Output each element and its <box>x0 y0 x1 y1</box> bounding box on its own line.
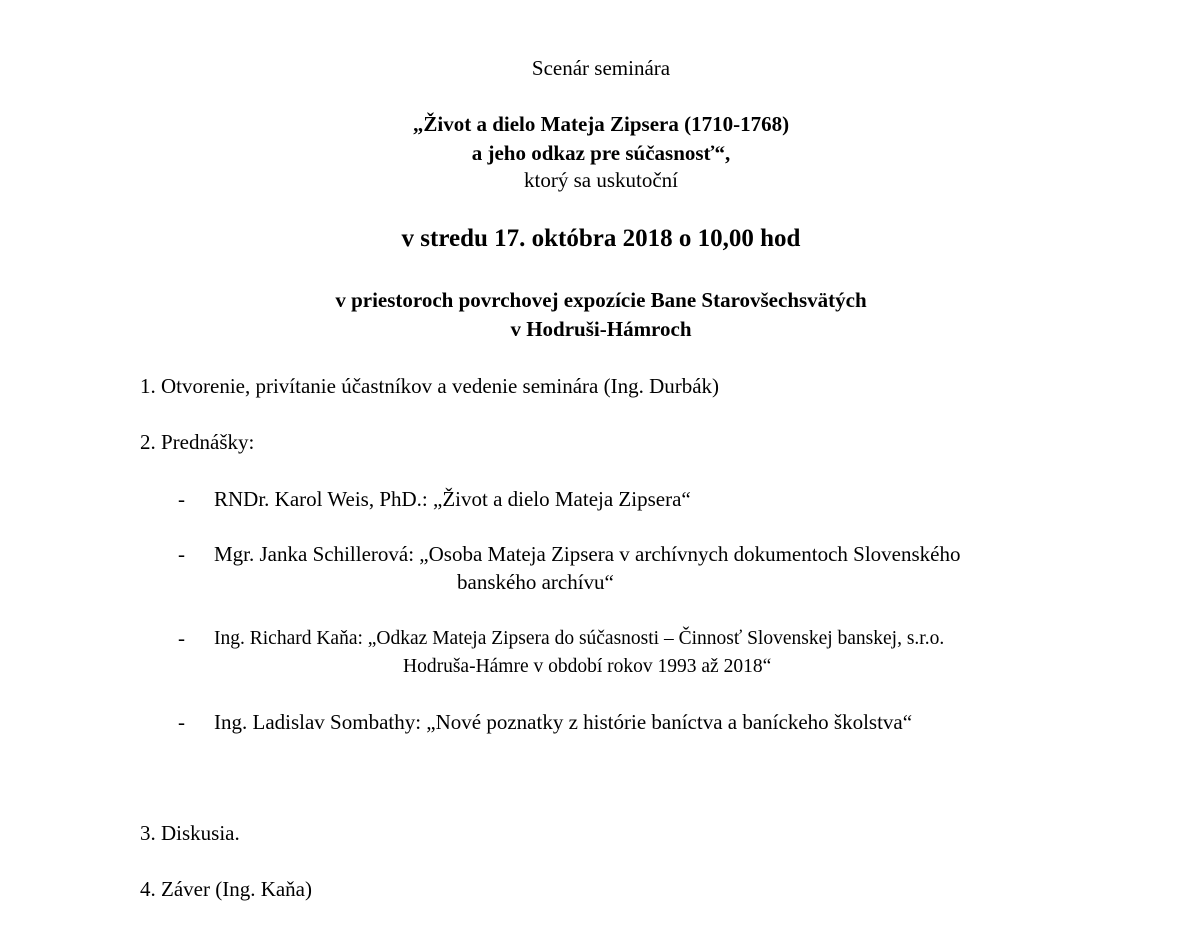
agenda-item-conclusion: 4. Záver (Ing. Kaňa) <box>140 877 312 901</box>
agenda-item-lectures: 2. Prednášky: <box>140 430 255 454</box>
lecture-bullet: - <box>178 542 185 566</box>
lecture-bullet: - <box>178 626 185 650</box>
venue-line-1: v priestoroch povrchovej expozície Bane Starovšechsvätých <box>335 288 867 312</box>
lecture-line-1: Ing. Ladislav Sombathy: „Nové poznatky z histórie baníctva a baníckeho školstva“ <box>214 710 913 734</box>
lecture-line-1: Mgr. Janka Schillerová: „Osoba Mateja Zipsera v archívnych dokumentoch Slovenského <box>214 542 961 566</box>
date-time-heading: v stredu 17. októbra 2018 o 10,00 hod <box>401 225 801 252</box>
agenda-item-opening: 1. Otvorenie, privítanie účastníkov a vedenie seminára (Ing. Durbák) <box>140 374 720 398</box>
lecture-line-2: banského archívu“ <box>457 570 614 594</box>
lecture-line-2: Hodruša-Hámre v období rokov 1993 až 2018“ <box>403 656 772 677</box>
venue-line-2: v Hodruši-Hámroch <box>510 317 692 341</box>
lecture-bullet: - <box>178 710 185 734</box>
seminar-title-line-2: a jeho odkaz pre súčasnosť“, <box>471 141 731 165</box>
lecture-line-1: RNDr. Karol Weis, PhD.: „Život a dielo Mateja Zipsera“ <box>214 487 691 511</box>
agenda-item-discussion: 3. Diskusia. <box>140 821 240 845</box>
lecture-line-1: Ing. Richard Kaňa: „Odkaz Mateja Zipsera do súčasnosti – Činnosť Slovenskej banskej, s.r.o. <box>214 628 945 649</box>
seminar-title-line-3: ktorý sa uskutoční <box>524 168 678 192</box>
scenario-heading: Scenár seminára <box>531 56 671 80</box>
lecture-bullet: - <box>178 487 185 511</box>
seminar-title-line-1: „Život a dielo Mateja Zipsera (1710-1768) <box>412 112 790 136</box>
